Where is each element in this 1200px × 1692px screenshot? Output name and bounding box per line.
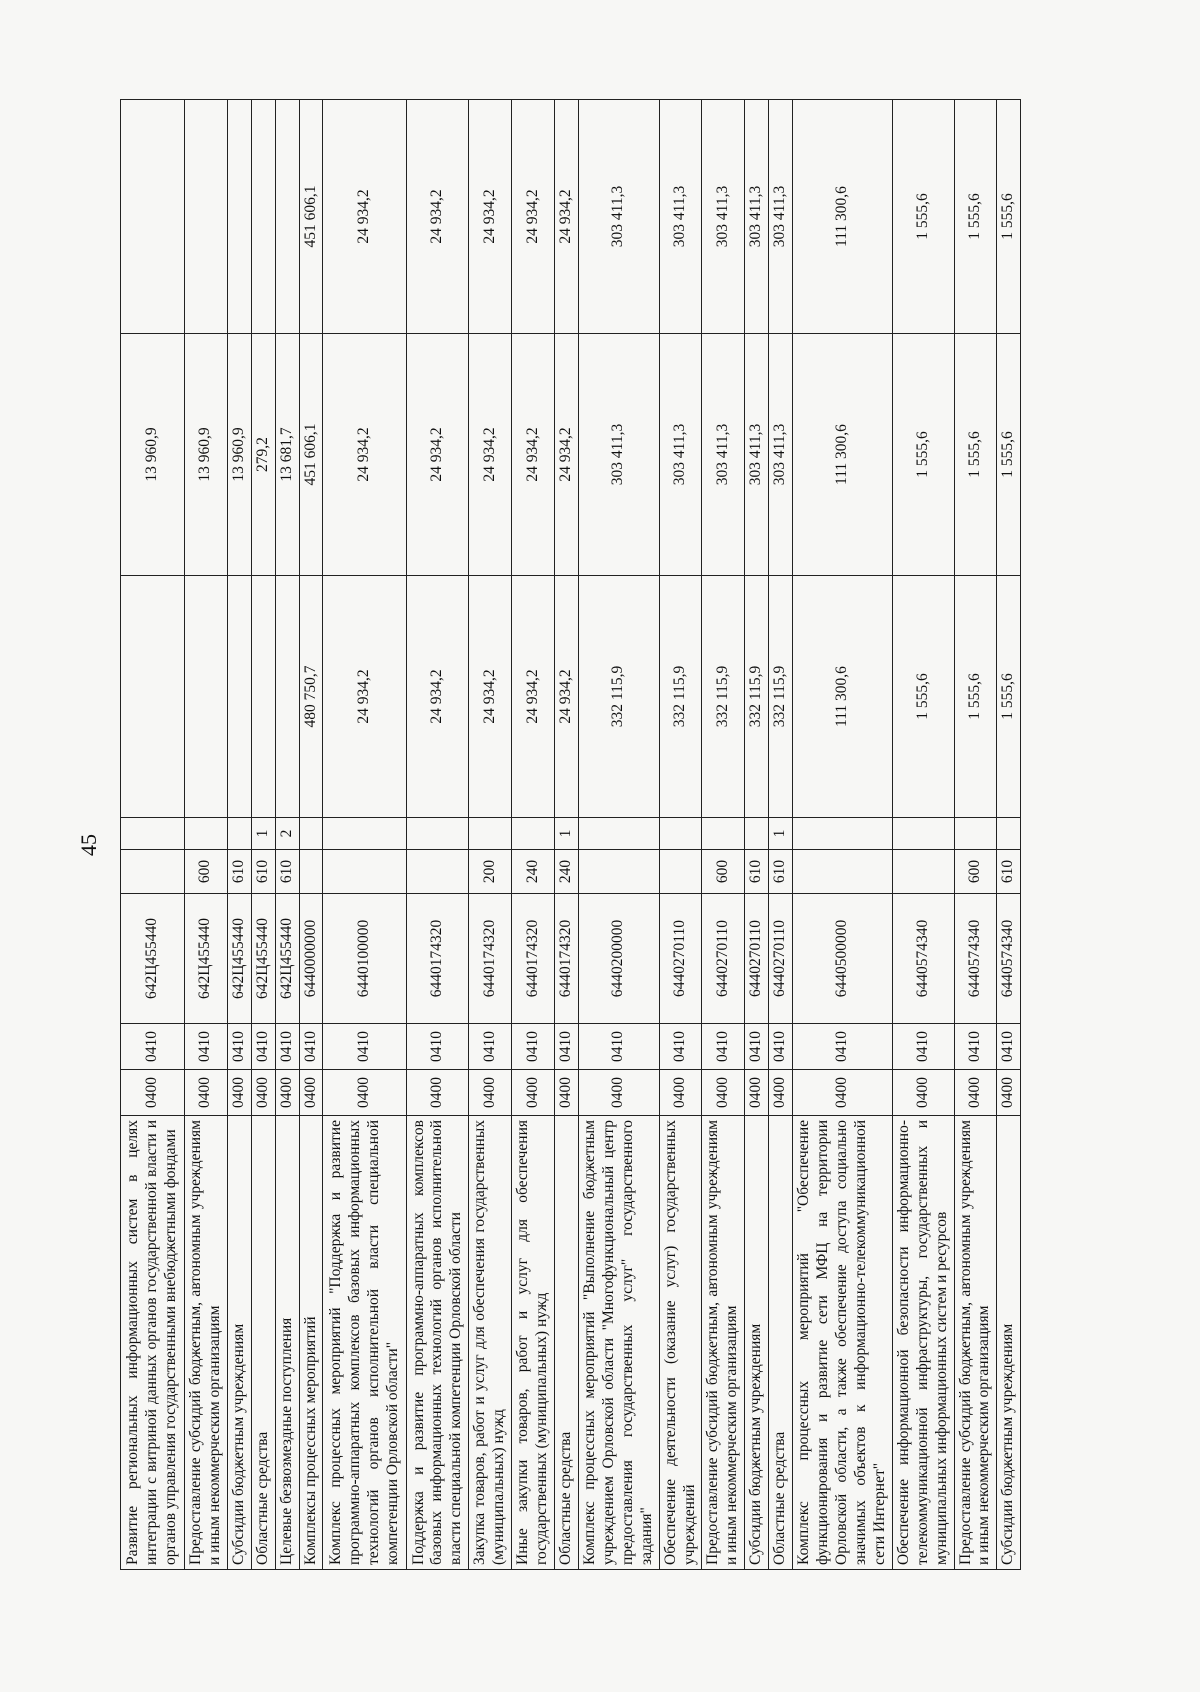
section-code: 0400 xyxy=(227,1070,251,1116)
amount-year-1: 111 300,6 xyxy=(793,576,893,818)
amount-year-1: 24 934,2 xyxy=(407,576,469,818)
subsection-code: 0410 xyxy=(997,1024,1021,1070)
row-name: Предоставление субсидий бюджетным, автономным учреждениям и иным некоммерческим организациям xyxy=(954,1116,997,1570)
amount-year-2: 13 681,7 xyxy=(275,334,299,576)
table-row xyxy=(185,100,228,1570)
subsection-code: 0410 xyxy=(227,1024,251,1070)
section-code: 0400 xyxy=(769,1070,793,1116)
section-code: 0400 xyxy=(745,1070,769,1116)
expense-type: 610 xyxy=(997,850,1021,894)
row-name: Комплекс процессных мероприятий "Обеспечение функционирования и развитие сети МФЦ на территории Орловской области, а также обеспечение доступа социально значимых объектов к информационно-телекоммуникационной сети Интернет" xyxy=(793,1116,893,1570)
row-name: Поддержка и развитие программно-аппаратных комплексов базовых информационных технологий органов исполнительной власти специальной компетенции Орловской области xyxy=(407,1116,469,1570)
section-code: 0400 xyxy=(251,1070,275,1116)
amount-year-3 xyxy=(185,100,228,334)
table-row xyxy=(323,100,407,1570)
amount-year-3: 1 555,6 xyxy=(997,100,1021,334)
expense-type: 610 xyxy=(769,850,793,894)
section-code: 0400 xyxy=(892,1070,954,1116)
section-code: 0400 xyxy=(997,1070,1021,1116)
section-code: 0400 xyxy=(275,1070,299,1116)
amount-year-1: 332 115,9 xyxy=(769,576,793,818)
funding-source: 1 xyxy=(555,818,579,850)
target-article: 6440270110 xyxy=(745,894,769,1024)
amount-year-2: 303 411,3 xyxy=(578,334,659,576)
table-row xyxy=(997,100,1021,1570)
funding-source: 1 xyxy=(251,818,275,850)
expense-type xyxy=(659,850,702,894)
target-article: 6440000000 xyxy=(299,894,323,1024)
subsection-code: 0410 xyxy=(469,1024,512,1070)
expense-type: 610 xyxy=(251,850,275,894)
subsection-code: 0410 xyxy=(323,1024,407,1070)
table-row xyxy=(251,100,275,1570)
amount-year-1: 24 934,2 xyxy=(555,576,579,818)
rotated-table-container xyxy=(120,100,1200,1570)
amount-year-1 xyxy=(185,576,228,818)
target-article: 642Ц455440 xyxy=(185,894,228,1024)
target-article: 6440174320 xyxy=(512,894,555,1024)
amount-year-1: 480 750,7 xyxy=(299,576,323,818)
amount-year-1: 1 555,6 xyxy=(892,576,954,818)
table-row xyxy=(745,100,769,1570)
row-name: Предоставление субсидий бюджетным, автономным учреждениям и иным некоммерческим организациям xyxy=(185,1116,228,1570)
target-article: 6440500000 xyxy=(793,894,893,1024)
funding-source xyxy=(659,818,702,850)
table-row xyxy=(555,100,579,1570)
target-article: 6440270110 xyxy=(659,894,702,1024)
expense-type xyxy=(323,850,407,894)
funding-source xyxy=(954,818,997,850)
target-article: 6440270110 xyxy=(769,894,793,1024)
table-row xyxy=(892,100,954,1570)
expense-type xyxy=(299,850,323,894)
table-row xyxy=(469,100,512,1570)
amount-year-2: 1 555,6 xyxy=(997,334,1021,576)
amount-year-1 xyxy=(121,576,185,818)
amount-year-1 xyxy=(251,576,275,818)
funding-source: 1 xyxy=(769,818,793,850)
target-article: 6440200000 xyxy=(578,894,659,1024)
row-name: Областные средства xyxy=(555,1116,579,1570)
row-name: Развитие региональных информационных систем в целях интеграции с витриной данных органов государственной власти и органов управления государственными внебюджетными фондами xyxy=(121,1116,185,1570)
section-code: 0400 xyxy=(299,1070,323,1116)
expense-type: 240 xyxy=(555,850,579,894)
row-name: Предоставление субсидий бюджетным, автономным учреждениям и иным некоммерческим организациям xyxy=(702,1116,745,1570)
funding-source xyxy=(407,818,469,850)
amount-year-2: 451 606,1 xyxy=(299,334,323,576)
row-name: Иные закупки товаров, работ и услуг для обеспечения государственных (муниципальных) нужд xyxy=(512,1116,555,1570)
funding-source xyxy=(299,818,323,850)
expense-type xyxy=(578,850,659,894)
amount-year-2: 24 934,2 xyxy=(555,334,579,576)
expense-type: 200 xyxy=(469,850,512,894)
expense-type xyxy=(892,850,954,894)
amount-year-3: 111 300,6 xyxy=(793,100,893,334)
amount-year-3: 24 934,2 xyxy=(469,100,512,334)
table-row xyxy=(121,100,185,1570)
target-article: 6440100000 xyxy=(323,894,407,1024)
amount-year-2: 24 934,2 xyxy=(407,334,469,576)
amount-year-3: 303 411,3 xyxy=(659,100,702,334)
row-name: Целевые безвозмездные поступления xyxy=(275,1116,299,1570)
funding-source xyxy=(578,818,659,850)
target-article: 6440574340 xyxy=(954,894,997,1024)
subsection-code: 0410 xyxy=(275,1024,299,1070)
row-name: Обеспечение информационной безопасности информационно-телекоммуникационной инфраструктуры, государственных и муниципальных информационных систем и ресурсов xyxy=(892,1116,954,1570)
amount-year-3: 303 411,3 xyxy=(745,100,769,334)
amount-year-3: 303 411,3 xyxy=(702,100,745,334)
table-row xyxy=(954,100,997,1570)
funding-source xyxy=(892,818,954,850)
section-code: 0400 xyxy=(702,1070,745,1116)
table-row xyxy=(512,100,555,1570)
target-article: 642Ц455440 xyxy=(227,894,251,1024)
subsection-code: 0410 xyxy=(793,1024,893,1070)
target-article: 6440174320 xyxy=(407,894,469,1024)
amount-year-3: 24 934,2 xyxy=(512,100,555,334)
funding-source xyxy=(997,818,1021,850)
amount-year-1: 1 555,6 xyxy=(997,576,1021,818)
expense-type xyxy=(407,850,469,894)
target-article: 6440574340 xyxy=(892,894,954,1024)
amount-year-3 xyxy=(227,100,251,334)
row-name: Комплекс процессных мероприятий "Поддержка и развитие программно-аппаратных комплексов базовых информационных технологий органов исполнительной власти специальной компетенции Орловской области" xyxy=(323,1116,407,1570)
funding-source xyxy=(793,818,893,850)
amount-year-3 xyxy=(275,100,299,334)
table-row xyxy=(578,100,659,1570)
target-article: 6440574340 xyxy=(997,894,1021,1024)
section-code: 0400 xyxy=(185,1070,228,1116)
amount-year-3 xyxy=(251,100,275,334)
subsection-code: 0410 xyxy=(185,1024,228,1070)
amount-year-3: 24 934,2 xyxy=(555,100,579,334)
row-name: Субсидии бюджетным учреждениям xyxy=(745,1116,769,1570)
subsection-code: 0410 xyxy=(512,1024,555,1070)
amount-year-2: 24 934,2 xyxy=(469,334,512,576)
row-name: Субсидии бюджетным учреждениям xyxy=(227,1116,251,1570)
amount-year-1: 1 555,6 xyxy=(954,576,997,818)
amount-year-2: 279,2 xyxy=(251,334,275,576)
row-name: Комплекс процессных мероприятий "Выполнение бюджетным учреждением Орловской области "Многофункциональный центр предоставления государственных услуг" государственного задания" xyxy=(578,1116,659,1570)
amount-year-2: 303 411,3 xyxy=(702,334,745,576)
section-code: 0400 xyxy=(578,1070,659,1116)
funding-source xyxy=(323,818,407,850)
expense-type: 610 xyxy=(275,850,299,894)
funding-source xyxy=(702,818,745,850)
amount-year-2: 13 960,9 xyxy=(121,334,185,576)
table-body xyxy=(121,100,1021,1570)
amount-year-1 xyxy=(275,576,299,818)
amount-year-3: 24 934,2 xyxy=(323,100,407,334)
amount-year-1: 332 115,9 xyxy=(702,576,745,818)
section-code: 0400 xyxy=(659,1070,702,1116)
table-row xyxy=(769,100,793,1570)
target-article: 6440270110 xyxy=(702,894,745,1024)
expense-type: 610 xyxy=(227,850,251,894)
subsection-code: 0410 xyxy=(251,1024,275,1070)
funding-source xyxy=(121,818,185,850)
funding-source xyxy=(185,818,228,850)
budget-table xyxy=(120,99,1021,1570)
amount-year-2: 303 411,3 xyxy=(769,334,793,576)
amount-year-1: 24 934,2 xyxy=(512,576,555,818)
target-article: 642Ц455440 xyxy=(251,894,275,1024)
subsection-code: 0410 xyxy=(299,1024,323,1070)
subsection-code: 0410 xyxy=(769,1024,793,1070)
amount-year-1: 332 115,9 xyxy=(659,576,702,818)
expense-type: 600 xyxy=(954,850,997,894)
table-row xyxy=(275,100,299,1570)
row-name: Субсидии бюджетным учреждениям xyxy=(997,1116,1021,1570)
amount-year-3: 1 555,6 xyxy=(892,100,954,334)
subsection-code: 0410 xyxy=(702,1024,745,1070)
funding-source: 2 xyxy=(275,818,299,850)
subsection-code: 0410 xyxy=(407,1024,469,1070)
section-code: 0400 xyxy=(407,1070,469,1116)
amount-year-1: 24 934,2 xyxy=(323,576,407,818)
funding-source xyxy=(227,818,251,850)
amount-year-2: 1 555,6 xyxy=(954,334,997,576)
amount-year-3: 451 606,1 xyxy=(299,100,323,334)
amount-year-2: 303 411,3 xyxy=(659,334,702,576)
target-article: 642Ц455440 xyxy=(275,894,299,1024)
subsection-code: 0410 xyxy=(892,1024,954,1070)
table-row xyxy=(659,100,702,1570)
funding-source xyxy=(745,818,769,850)
expense-type: 600 xyxy=(185,850,228,894)
row-name: Областные средства xyxy=(769,1116,793,1570)
subsection-code: 0410 xyxy=(578,1024,659,1070)
amount-year-1: 332 115,9 xyxy=(578,576,659,818)
amount-year-2: 111 300,6 xyxy=(793,334,893,576)
section-code: 0400 xyxy=(323,1070,407,1116)
table-row xyxy=(407,100,469,1570)
expense-type xyxy=(793,850,893,894)
section-code: 0400 xyxy=(793,1070,893,1116)
subsection-code: 0410 xyxy=(954,1024,997,1070)
funding-source xyxy=(469,818,512,850)
amount-year-3: 1 555,6 xyxy=(954,100,997,334)
amount-year-3: 24 934,2 xyxy=(407,100,469,334)
table-row xyxy=(702,100,745,1570)
row-name: Закупка товаров, работ и услуг для обеспечения государственных (муниципальных) нужд xyxy=(469,1116,512,1570)
table-row xyxy=(299,100,323,1570)
amount-year-3 xyxy=(121,100,185,334)
section-code: 0400 xyxy=(555,1070,579,1116)
amount-year-2: 24 934,2 xyxy=(512,334,555,576)
target-article: 642Ц455440 xyxy=(121,894,185,1024)
amount-year-2: 303 411,3 xyxy=(745,334,769,576)
table-row xyxy=(793,100,893,1570)
amount-year-1: 332 115,9 xyxy=(745,576,769,818)
amount-year-2: 24 934,2 xyxy=(323,334,407,576)
amount-year-2: 13 960,9 xyxy=(185,334,228,576)
amount-year-3: 303 411,3 xyxy=(769,100,793,334)
row-name: Обеспечение деятельности (оказание услуг) государственных учреждений xyxy=(659,1116,702,1570)
target-article: 6440174320 xyxy=(469,894,512,1024)
amount-year-2: 13 960,9 xyxy=(227,334,251,576)
section-code: 0400 xyxy=(121,1070,185,1116)
funding-source xyxy=(512,818,555,850)
subsection-code: 0410 xyxy=(121,1024,185,1070)
expense-type: 600 xyxy=(702,850,745,894)
section-code: 0400 xyxy=(954,1070,997,1116)
amount-year-3: 303 411,3 xyxy=(578,100,659,334)
expense-type xyxy=(121,850,185,894)
amount-year-2: 1 555,6 xyxy=(892,334,954,576)
section-code: 0400 xyxy=(469,1070,512,1116)
subsection-code: 0410 xyxy=(745,1024,769,1070)
amount-year-1 xyxy=(227,576,251,818)
subsection-code: 0410 xyxy=(659,1024,702,1070)
section-code: 0400 xyxy=(512,1070,555,1116)
expense-type: 610 xyxy=(745,850,769,894)
expense-type: 240 xyxy=(512,850,555,894)
amount-year-1: 24 934,2 xyxy=(469,576,512,818)
subsection-code: 0410 xyxy=(555,1024,579,1070)
table-row xyxy=(227,100,251,1570)
page-number: 45 xyxy=(76,834,101,856)
row-name: Комплексы процессных мероприятий xyxy=(299,1116,323,1570)
row-name: Областные средства xyxy=(251,1116,275,1570)
target-article: 6440174320 xyxy=(555,894,579,1024)
